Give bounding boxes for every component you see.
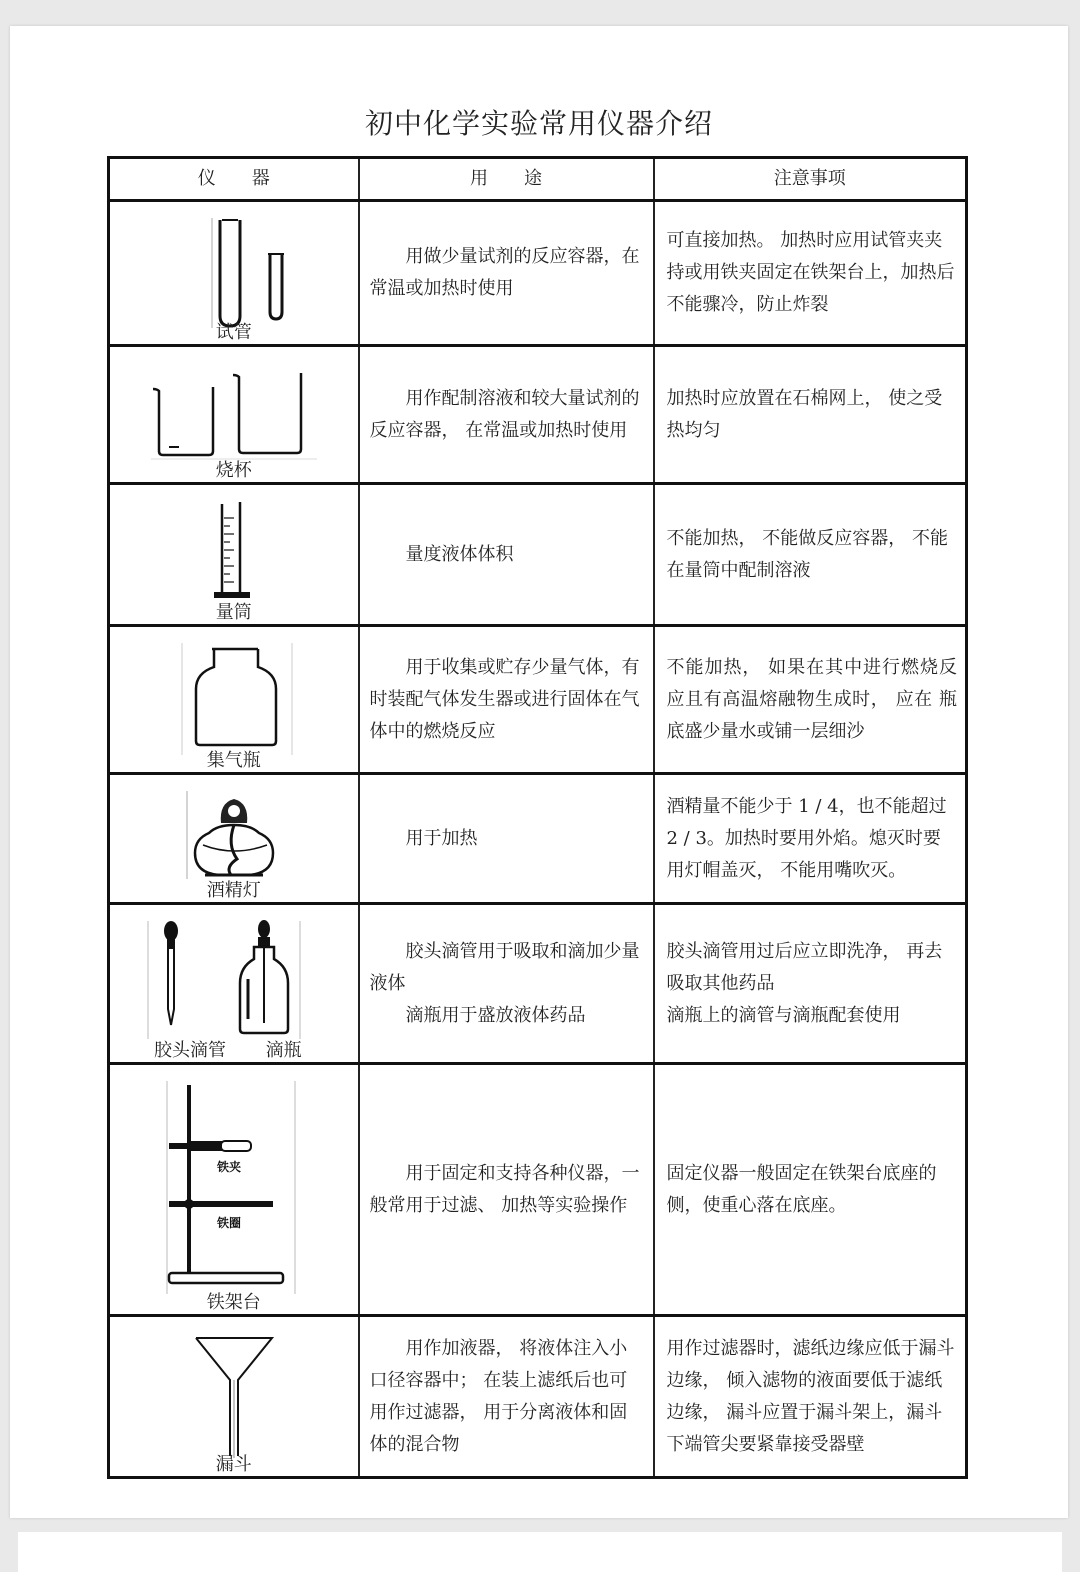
notes-cell: [654, 904, 967, 1064]
notes-text: 加热时应放置在石棉网上， 使之受热均匀: [666, 387, 943, 441]
notes-text: 滴瓶上的滴管与滴瓶配套使用: [666, 1004, 901, 1026]
notes-cell: [654, 626, 967, 774]
dropper-name: 胶头滴管: [154, 1040, 226, 1061]
funnel-icon: [184, 1332, 284, 1462]
usage-text: 滴瓶用于盛放液体药品: [405, 1004, 586, 1026]
usage-cell: [359, 626, 654, 774]
header-usage: 用 途: [359, 158, 654, 201]
instrument-name: [110, 1040, 358, 1062]
instrument-cell: [109, 201, 359, 346]
usage-cell: [359, 774, 654, 904]
next-page-edge: [18, 1532, 1062, 1572]
notes-text: 可直接加热。 加热时应用试管夹夹持或用铁夹固定在铁架台上，加热后不能骤冷，防止炸裂: [666, 230, 955, 315]
notes-text: 不能加热， 不能做反应容器， 不能在量筒中配制溶液: [666, 527, 948, 581]
notes-text: 固定仪器一般固定在铁架台底座的侧，使重心落在底座。: [666, 1162, 937, 1216]
table-row: [109, 626, 967, 774]
gas-jar-icon: [164, 641, 304, 759]
table-row: [109, 904, 967, 1064]
table-row: [109, 484, 967, 626]
notes-text: 酒精量不能少于 1 / 4，也不能超过 2 / 3。加热时要用外焰。熄灭时要用灯帽盖灭， 不能用嘴吹灭。: [666, 795, 947, 881]
graduated-cylinder-icon: [204, 500, 264, 610]
usage-text: 胶头滴管用于吸取和滴加少量液体: [369, 940, 640, 994]
document-page: [10, 26, 1068, 1518]
usage-text: 用作加液器， 将液体注入小口径容器中； 在装上滤纸后也可用作过滤器， 用于分离液体和固体的混合物: [369, 1337, 628, 1455]
notes-cell: [654, 346, 967, 484]
notes-cell: [654, 201, 967, 346]
usage-text: 用做少量试剂的反应容器，在常温或加热时使用: [369, 246, 640, 299]
table-row: [109, 1316, 967, 1478]
header-notes: 注意事项: [654, 158, 967, 201]
alcohol-lamp-icon: [179, 789, 289, 889]
beaker-icon: [149, 365, 319, 465]
notes-text: 用作过滤器时，滤纸边缘应低于漏斗边缘， 倾入滤物的液面要低于滤纸边缘， 漏斗应置于漏斗架上，漏斗下端管尖要紧靠接受器壁: [666, 1337, 955, 1455]
header-instrument: 仪 器: [109, 158, 359, 201]
instrument-name: 漏斗: [215, 1454, 252, 1475]
instrument-cell: [109, 904, 359, 1064]
usage-cell: [359, 1064, 654, 1316]
usage-text: 用于加热: [405, 827, 478, 849]
instrument-name: 酒精灯: [206, 880, 261, 901]
notes-cell: [654, 774, 967, 904]
instrument-name: 烧杯: [215, 460, 252, 481]
iron-stand-icon: [159, 1079, 309, 1301]
instrument-cell: [109, 346, 359, 484]
dropper-icon: [144, 919, 324, 1049]
notes-cell: [654, 484, 967, 626]
dropper-bottle-icon: [240, 920, 288, 1033]
table-row: [109, 201, 967, 346]
notes-cell: [654, 1064, 967, 1316]
test-tube-icon: [174, 216, 294, 331]
usage-cell: [359, 201, 654, 346]
usage-text: 量度液体体积: [405, 543, 514, 565]
table-row: [109, 1064, 967, 1316]
page-title: 初中化学实验常用仪器介绍: [364, 107, 713, 140]
table-header-row: [109, 158, 967, 201]
table-row: [109, 774, 967, 904]
usage-text: 用于收集或贮存少量气体，有时装配气体发生器或进行固体在气体中的燃烧反应: [369, 656, 640, 742]
dropper-bottle-name: 滴瓶: [265, 1040, 302, 1061]
usage-cell: [359, 1316, 654, 1478]
instrument-name: 量筒: [215, 602, 252, 623]
instrument-cell: [109, 626, 359, 774]
instrument-name: 铁架台: [206, 1292, 261, 1313]
notes-cell: [654, 1316, 967, 1478]
usage-text: 用于固定和支持各种仪器，一般常用于过滤、 加热等实验操作: [369, 1162, 640, 1216]
instrument-cell: [109, 484, 359, 626]
instrument-name: 集气瓶: [206, 750, 261, 771]
clamp-label: 铁夹: [216, 1159, 241, 1174]
instrument-cell: [109, 1316, 359, 1478]
usage-text: 用作配制溶液和较大量试剂的反应容器， 在常温或加热时使用: [369, 387, 640, 441]
usage-cell: [359, 484, 654, 626]
instrument-cell: [109, 1064, 359, 1316]
instrument-name: 试管: [215, 322, 252, 343]
instrument-cell: [109, 774, 359, 904]
table-row: [109, 346, 967, 484]
ring-label: 铁圈: [216, 1215, 241, 1230]
usage-cell: [359, 904, 654, 1064]
usage-cell: [359, 346, 654, 484]
notes-text: 不能加热， 如果在其中进行燃烧反应且有高温熔融物生成时， 应在 瓶底盛少量水或铺一层细沙: [666, 656, 957, 742]
notes-text: 胶头滴管用过后应立即洗净， 再去吸取其他药品: [666, 940, 943, 994]
instrument-table: [107, 156, 968, 1479]
